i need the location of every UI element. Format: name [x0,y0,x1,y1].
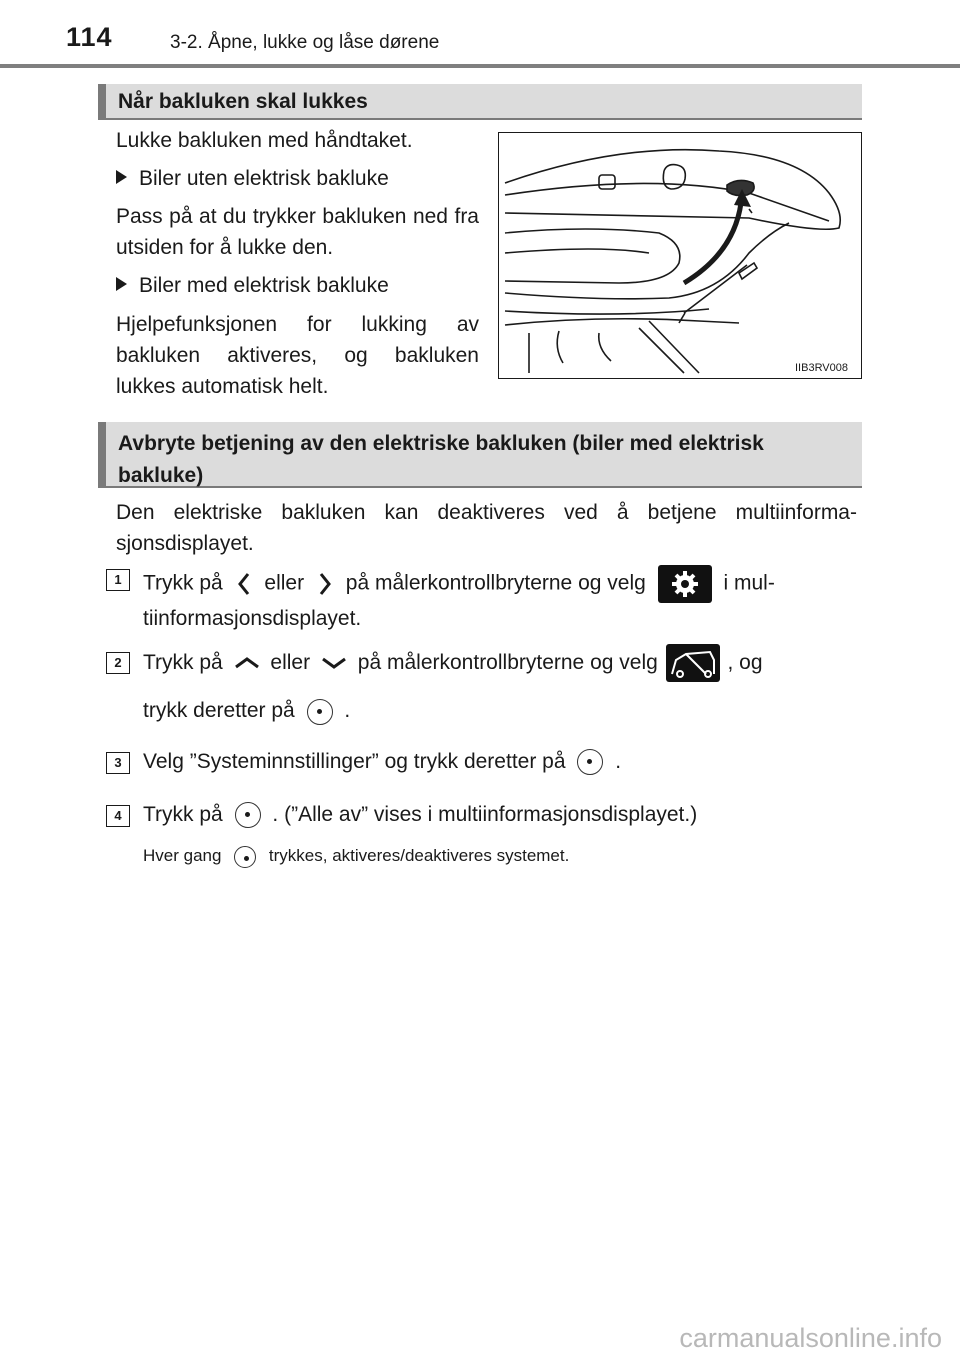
power-door-icon [666,644,720,682]
triangle-bullet-icon [116,277,127,291]
tailgate-drawing [499,133,862,379]
step-1: Trykk på eller på målerkontrollbryterne og velg i multiinformasjonsdisplayet. [143,565,857,635]
watermark: carmanualsonline.info [679,1323,942,1353]
paragraph-manual-close: Pass på at du trykker bakluken ned fra utsiden for å lukke den. [116,205,479,259]
ok-button-icon [235,802,261,828]
up-arrow-icon [229,651,265,675]
ok-button-icon [307,699,333,725]
step-2: Trykk på eller på målerkontrollbryterne og velg , og trykk deretter på . [143,644,857,730]
note-text: Hver gang trykkes, aktiveres/deaktiveres systemet. [143,843,569,869]
bullet-with-power-door: Biler med elektrisk bakluke [116,270,389,301]
gear-icon [658,565,712,603]
section2-intro: Den elektriske bakluken kan deaktiveres ved å betjene multiinformasjonsdisplayet. [116,501,857,555]
ok-button-icon [234,846,256,868]
tailgate-illustration [498,132,862,379]
header-rule [0,64,960,68]
illustration-code: IIB3RV008 [795,362,849,374]
paragraph-power-close: Hjelpefunksjonen for lukking av bakluken aktiveres, og bakluken lukkes automatisk helt. [116,313,479,398]
step-3: Velg ”Systeminnstillinger” og trykk deretter på . [143,746,857,778]
left-arrow-icon [229,570,259,598]
step-number: 3 [106,752,130,774]
page-number: 114 [66,22,113,52]
chapter-title: 3-2. Åpne, lukke og låse dørene [170,32,440,53]
step-number: 1 [106,569,130,591]
intro-text: Lukke bakluken med håndtaket. [116,129,413,152]
bullet-without-power-door: Biler uten elektrisk bakluke [116,163,389,194]
step-number: 2 [106,652,130,674]
triangle-bullet-icon [116,170,127,184]
section-heading-cancel: Avbryte betjening av den elektriske bakluken (biler med elektrisk bakluke) [98,422,862,488]
section-heading-closing: Når bakluken skal lukkes [98,84,862,120]
ok-button-icon [577,749,603,775]
right-arrow-icon [310,570,340,598]
step-4: Trykk på . (”Alle av” vises i multiinformasjonsdisplayet.) [143,799,857,831]
step-number: 4 [106,805,130,827]
down-arrow-icon [316,651,352,675]
